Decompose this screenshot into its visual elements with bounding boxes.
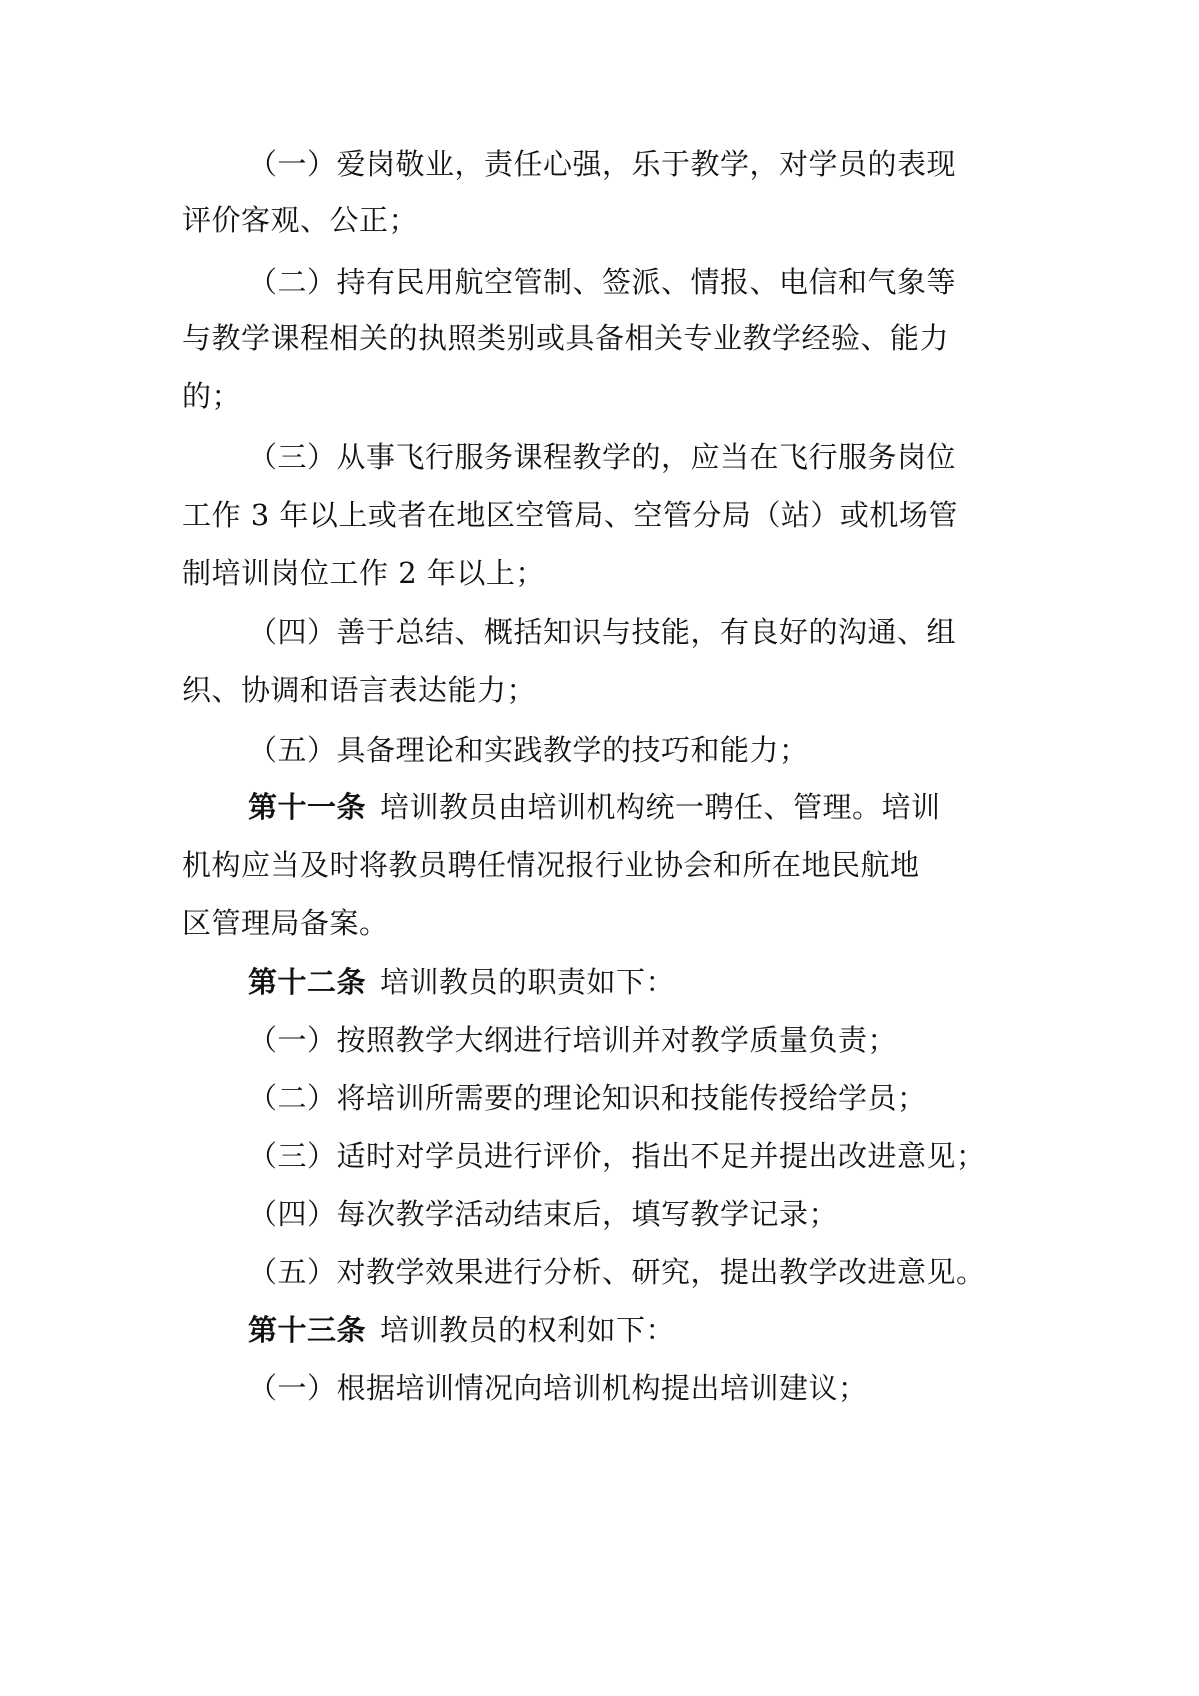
requirement-2-line-2: 与教学课程相关的执照类别或具备相关专业教学经验、能力 bbox=[182, 321, 950, 355]
article-13-line-1 bbox=[248, 1310, 1088, 1350]
duty-item-3: （三）适时对学员进行评价，指出不足并提出改进意见； bbox=[248, 1139, 986, 1173]
article-11-text: 培训教员由培训机构统一聘任、管理。培训 bbox=[380, 790, 941, 824]
requirement-3-line-3: 制培训岗位工作 2 年以上； bbox=[182, 556, 545, 590]
duty-item-5: （五）对教学效果进行分析、研究，提出教学改进意见。 bbox=[248, 1255, 986, 1289]
duty-item-1: （一）按照教学大纲进行培训并对教学质量负责； bbox=[248, 1023, 898, 1057]
article-13-heading: 第十三条 bbox=[248, 1313, 367, 1347]
duty-item-2: （二）将培训所需要的理论知识和技能传授给学员； bbox=[248, 1081, 927, 1115]
article-11-heading: 第十一条 bbox=[248, 790, 367, 824]
requirement-1-line-2: 评价客观、公正； bbox=[182, 203, 419, 237]
requirement-3-line-2: 工作 3 年以上或者在地区空管局、空管分局（站）或机场管 bbox=[182, 498, 958, 532]
duty-item-4: （四）每次教学活动结束后，填写教学记录； bbox=[248, 1197, 839, 1231]
article-11-line-1 bbox=[248, 787, 1088, 827]
requirement-5-line-1: （五）具备理论和实践教学的技巧和能力； bbox=[248, 733, 809, 767]
article-11-line-3: 区管理局备案。 bbox=[182, 906, 389, 940]
right-item-1: （一）根据培训情况向培训机构提出培训建议； bbox=[248, 1371, 868, 1405]
requirement-2-line-1: （二）持有民用航空管制、签派、情报、电信和气象等 bbox=[248, 265, 957, 299]
article-13-text: 培训教员的权利如下： bbox=[380, 1313, 676, 1347]
requirement-2-line-3: 的； bbox=[182, 379, 242, 413]
requirement-4-line-2: 织、协调和语言表达能力； bbox=[182, 673, 537, 707]
requirement-1-line-1: （一）爱岗敬业，责任心强，乐于教学，对学员的表现 bbox=[248, 147, 957, 181]
article-12-line-1 bbox=[248, 962, 1088, 1002]
requirement-3-line-1: （三）从事飞行服务课程教学的，应当在飞行服务岗位 bbox=[248, 440, 957, 474]
article-12-heading: 第十二条 bbox=[248, 965, 367, 999]
article-11-line-2: 机构应当及时将教员聘任情况报行业协会和所在地民航地 bbox=[182, 848, 920, 882]
requirement-4-line-1: （四）善于总结、概括知识与技能，有良好的沟通、组 bbox=[248, 615, 957, 649]
article-12-text: 培训教员的职责如下： bbox=[380, 965, 676, 999]
